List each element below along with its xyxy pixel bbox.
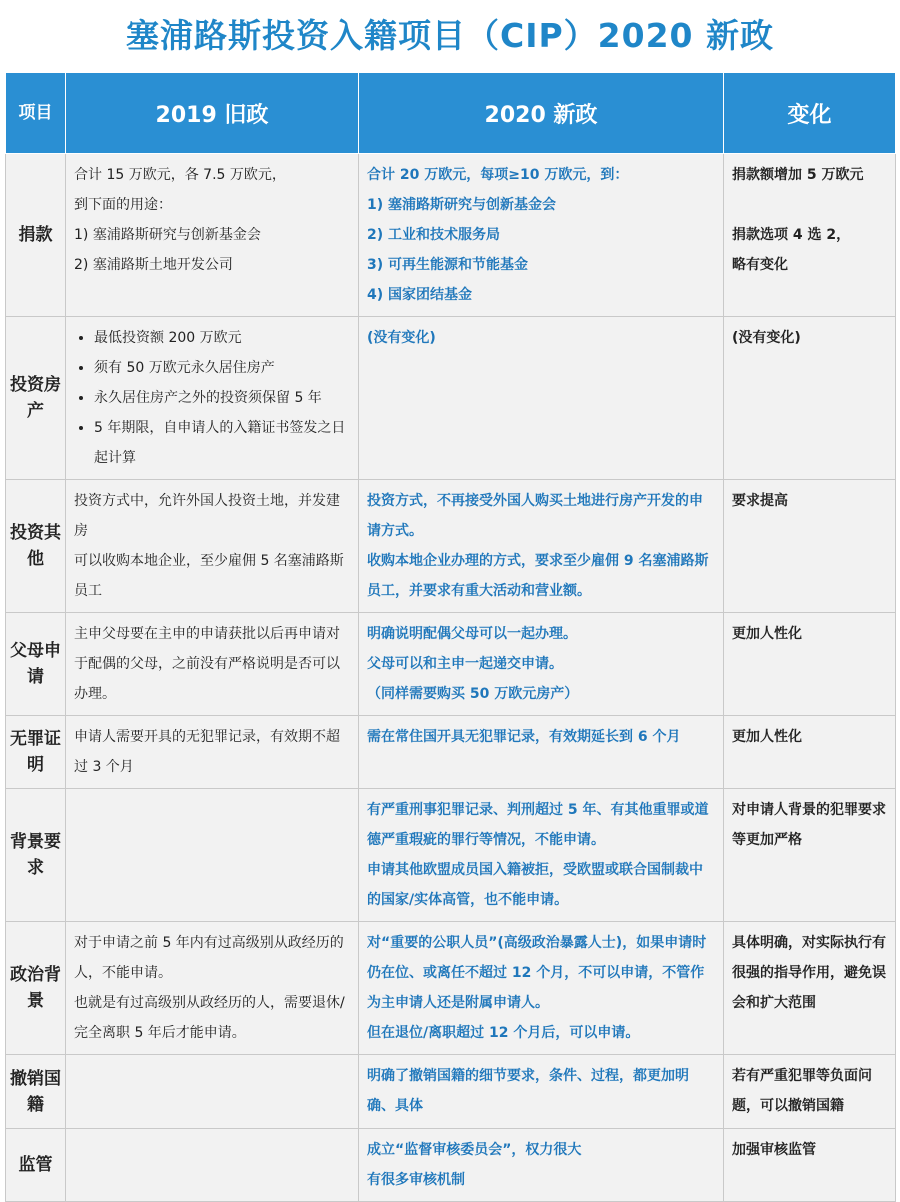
row-label-text: 父母申请	[10, 641, 61, 687]
old-policy-cell	[66, 154, 359, 317]
change-line: 对申请人背景的犯罪要求等更加严格	[732, 802, 886, 848]
policy-comparison-table	[5, 72, 896, 1202]
change-cell	[724, 922, 896, 1055]
new-policy-cell	[359, 1129, 724, 1202]
new-policy-line: 父母可以和主申一起递交申请。	[367, 656, 563, 672]
change-cell	[724, 1129, 896, 1202]
change-line	[732, 190, 887, 220]
row-label	[6, 1055, 66, 1129]
old-policy-line: 可以收购本地企业，至少雇佣 5 名塞浦路斯员工	[74, 553, 344, 599]
row-label-text: 撤销国籍	[10, 1068, 61, 1115]
new-policy-cell	[359, 1055, 724, 1129]
old-policy-cell	[66, 480, 359, 613]
change-line: (没有变化)	[732, 330, 801, 346]
row-label-text: 政治背景	[10, 965, 61, 1011]
change-cell	[724, 1055, 896, 1129]
table-row	[6, 1129, 896, 1202]
change-line: 略有变化	[732, 257, 788, 273]
list-item: • 最低投资额 200 万欧元	[94, 323, 350, 353]
header-2020-new-policy: 2020 新政	[359, 73, 724, 154]
old-policy-cell	[66, 317, 359, 480]
new-policy-line: 收购本地企业办理的方式，要求至少雇佣 9 名塞浦路斯员工，并要求有重大活动和营业额。	[367, 553, 709, 599]
row-label	[6, 613, 66, 716]
new-policy-line: 投资方式，不再接受外国人购买土地进行房产开发的申请方式。	[367, 493, 703, 539]
change-cell	[724, 613, 896, 716]
old-policy-cell	[66, 716, 359, 789]
row-label-text: 背景要求	[10, 832, 61, 878]
change-cell	[724, 480, 896, 613]
list-item: • 5 年期限，自申请人的入籍证书签发之日起计算	[94, 413, 350, 473]
old-policy-line: 1) 塞浦路斯研究与创新基金会	[74, 227, 261, 243]
old-policy-line: 合计 15 万欧元，各 7.5 万欧元，	[74, 167, 286, 183]
header-2019-old-policy: 2019 旧政	[66, 73, 359, 154]
new-policy-cell	[359, 154, 724, 317]
change-cell	[724, 716, 896, 789]
row-label	[6, 154, 66, 317]
old-policy-line: 投资方式中，允许外国人投资土地，并发建房	[74, 493, 340, 539]
change-cell	[724, 154, 896, 317]
row-label	[6, 922, 66, 1055]
new-policy-line: 合计 20 万欧元，每项≥10 万欧元，到：	[367, 167, 629, 183]
table-row	[6, 613, 896, 716]
new-policy-line: 1) 塞浦路斯研究与创新基金会	[367, 197, 557, 213]
row-label-text: 投资房产	[10, 375, 61, 421]
change-line: 加强审核监管	[732, 1142, 816, 1158]
old-policy-line: 也就是有过高级别从政经历的人，需要退休/完全离职 5 年后才能申请。	[74, 995, 345, 1041]
change-line: 要求提高	[732, 493, 788, 509]
table-row	[6, 154, 896, 317]
header-row	[6, 73, 896, 154]
old-policy-line: 主申父母要在主申的申请获批以后再申请对于配偶的父母，之前没有严格说明是否可以办理。	[74, 626, 340, 702]
old-policy-line: 申请人需要开具的无犯罪记录，有效期不超过 3 个月	[74, 729, 340, 775]
new-policy-line: 4) 国家团结基金	[367, 287, 473, 303]
row-label-text: 监管	[18, 1155, 53, 1175]
new-policy-line: 3) 可再生能源和节能基金	[367, 257, 529, 273]
table-row	[6, 480, 896, 613]
old-policy-line: 对于申请之前 5 年内有过高级别从政经历的人，不能申请。	[74, 935, 344, 981]
new-policy-cell	[359, 480, 724, 613]
change-line: 具体明确，对实际执行有很强的指导作用，避免误会和扩大范围	[732, 935, 886, 1011]
new-policy-cell	[359, 317, 724, 480]
row-label-text: 无罪证明	[10, 729, 61, 775]
new-policy-line: 有严重刑事犯罪记录、判刑超过 5 年、有其他重罪或道德严重瑕疵的罪行等情况，不能申请。	[367, 802, 709, 848]
table-body	[6, 154, 896, 1202]
new-policy-cell	[359, 716, 724, 789]
old-policy-cell	[66, 1129, 359, 1202]
new-policy-line: 明确了撤销国籍的细节要求，条件、过程，都更加明确、具体	[367, 1068, 689, 1114]
new-policy-line: 申请其他欧盟成员国入籍被拒，受欧盟或联合国制裁中的国家/实体高管，也不能申请。	[367, 862, 703, 908]
old-policy-cell	[66, 922, 359, 1055]
old-policy-cell	[66, 613, 359, 716]
header-item: 项目	[6, 73, 66, 154]
change-line: 更加人性化	[732, 626, 802, 642]
table-row	[6, 922, 896, 1055]
header-change: 变化	[724, 73, 896, 154]
change-line: 若有严重犯罪等负面问题，可以撤销国籍	[732, 1068, 872, 1114]
old-policy-cell	[66, 789, 359, 922]
change-cell	[724, 317, 896, 480]
new-policy-line: 对“重要的公职人员”(高级政治暴露人士)，如果申请时仍在位、或离任不超过 12 个月，不可以申请，不管作为主申请人还是附属申请人。	[367, 935, 707, 1011]
page-title: 塞浦路斯投资入籍项目（CIP）2020 新政	[125, 16, 775, 55]
new-policy-line: 明确说明配偶父母可以一起办理。	[367, 626, 577, 642]
row-label	[6, 716, 66, 789]
old-policy-line: 到下面的用途：	[74, 197, 172, 213]
change-line: 更加人性化	[732, 729, 802, 745]
table-row	[6, 716, 896, 789]
table-row	[6, 789, 896, 922]
new-policy-cell	[359, 789, 724, 922]
list-item: • 永久居住房产之外的投资须保留 5 年	[94, 383, 350, 413]
old-policy-list	[74, 323, 350, 473]
row-label	[6, 789, 66, 922]
old-policy-line: 2) 塞浦路斯土地开发公司	[74, 257, 233, 273]
new-policy-line: 成立“监督审核委员会”，权力很大	[367, 1142, 582, 1158]
new-policy-line: 2) 工业和技术服务局	[367, 227, 501, 243]
new-policy-cell	[359, 613, 724, 716]
table-row	[6, 1055, 896, 1129]
row-label	[6, 1129, 66, 1202]
new-policy-line: 有很多审核机制	[367, 1172, 465, 1188]
old-policy-cell	[66, 1055, 359, 1129]
new-policy-line: （同样需要购买 50 万欧元房产）	[367, 686, 579, 702]
new-policy-line: 需在常住国开具无犯罪记录，有效期延长到 6 个月	[367, 729, 681, 745]
change-cell	[724, 789, 896, 922]
row-label	[6, 317, 66, 480]
table-row	[6, 317, 896, 480]
change-line: 捐款额增加 5 万欧元	[732, 167, 864, 183]
row-label	[6, 480, 66, 613]
new-policy-line: (没有变化)	[367, 330, 436, 346]
change-line: 捐款选项 4 选 2，	[732, 227, 851, 243]
row-label-text: 投资其他	[10, 523, 61, 569]
row-label-text: 捐款	[18, 225, 53, 245]
new-policy-cell	[359, 922, 724, 1055]
list-item: • 须有 50 万欧元永久居住房产	[94, 353, 350, 383]
new-policy-line: 但在退位/离职超过 12 个月后，可以申请。	[367, 1025, 640, 1041]
